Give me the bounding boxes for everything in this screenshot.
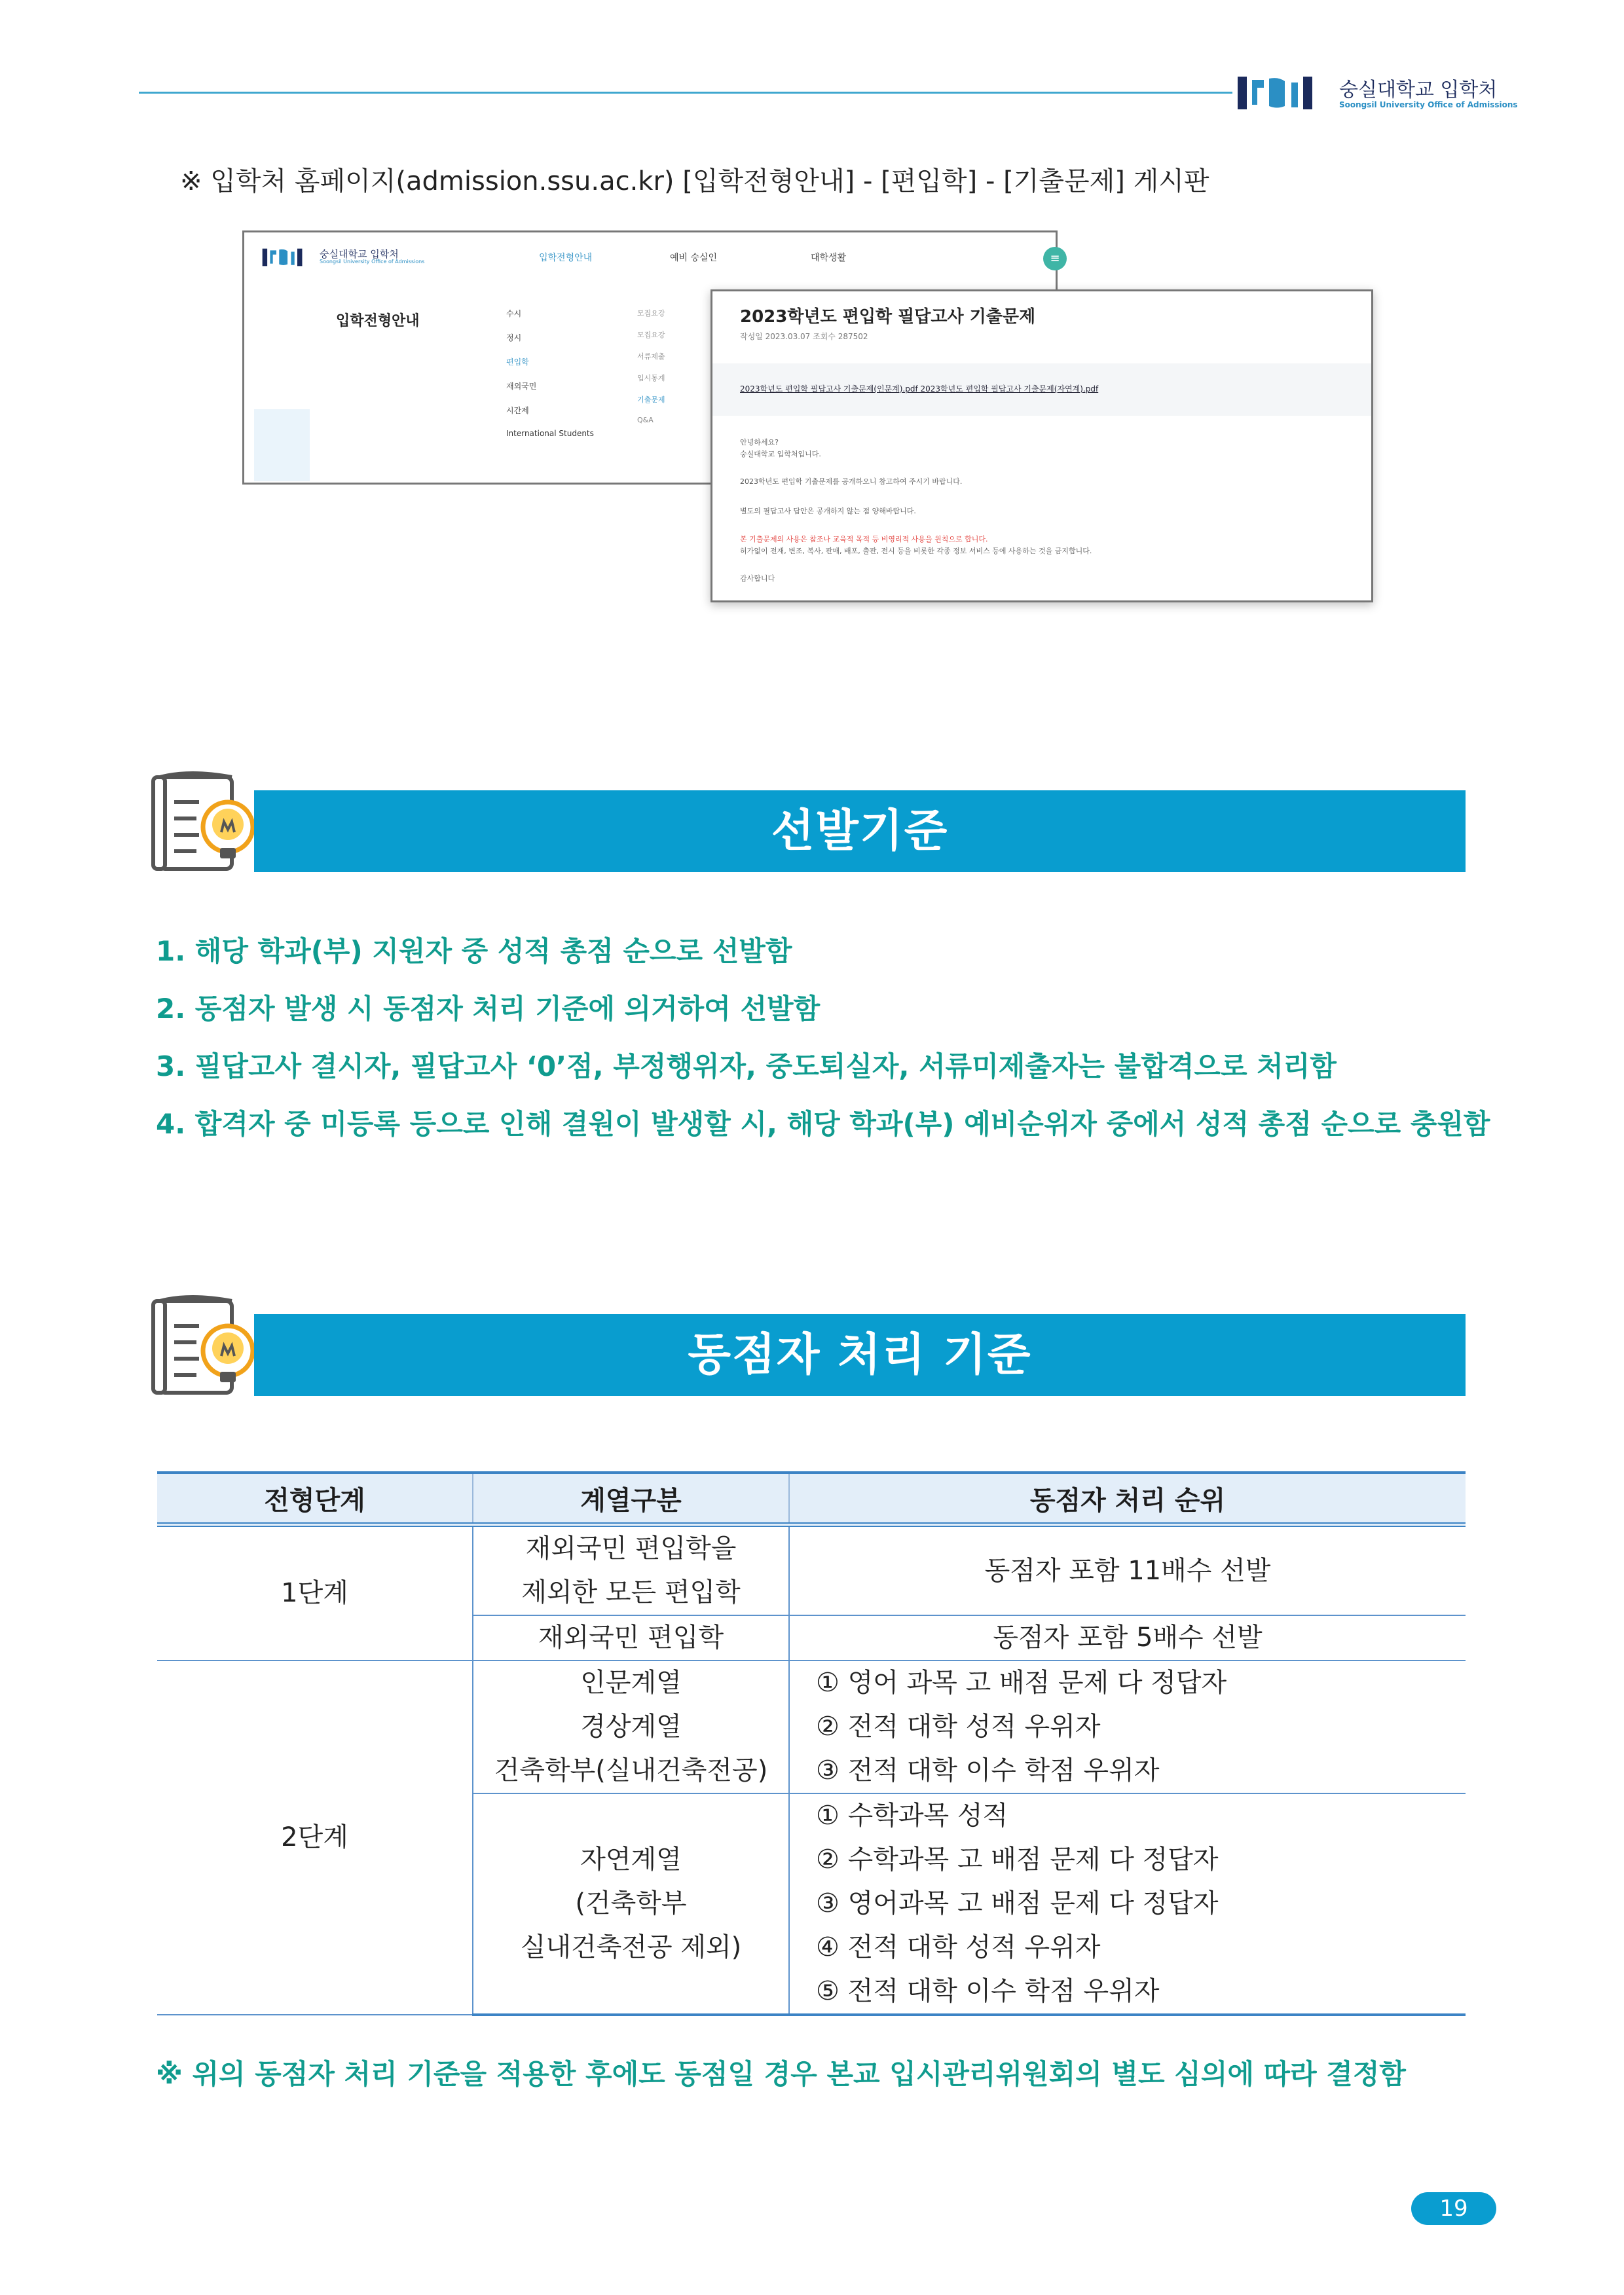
book-bulb-icon [151, 769, 262, 881]
site-menu-item[interactable]: 재외국민 [506, 382, 537, 391]
track-cell [473, 1525, 789, 1616]
track-line: 실내건축전공 제외) [520, 1932, 742, 1962]
org-name-en: Soongsil University Office of Admissions [1339, 100, 1518, 109]
table-header-cell: 동점자 처리 순위 [789, 1473, 1466, 1525]
post-body-line: 안녕하세요? [740, 438, 779, 447]
section-banner-tiebreak [254, 1314, 1466, 1396]
rule-cell [789, 1793, 1466, 2015]
site-menu-item[interactable]: 편입학 [506, 358, 529, 367]
tiebreak-footnote: ※ 위의 동점자 처리 기준을 적용한 후에도 동점일 경우 본교 입시관리위원회의 별도 심의에 따라 결정함 [156, 2058, 1406, 2090]
rule-cell: 동점자 포함 5배수 선발 [789, 1615, 1466, 1661]
track-line: 건축학부(실내건축전공) [494, 1755, 768, 1786]
site-submenu-item[interactable]: Q&A [637, 416, 654, 424]
post-body-line: 별도의 필답고사 답안은 공개하지 않는 점 양해바랍니다. [740, 507, 916, 515]
track-cell: 재외국민 편입학 [473, 1615, 789, 1661]
section-banner-selection [254, 790, 1466, 872]
site-menu-item[interactable]: 정시 [506, 333, 522, 342]
rule-line: ② 수학과목 고 배점 문제 다 정답자 [816, 1845, 1219, 1875]
source-note: ※ 입학처 홈페이지(admission.ssu.ac.kr) [입학전형안내] - [편입학] - [기출문제] 게시판 [180, 166, 1209, 196]
site-submenu-item[interactable]: 입시통계 [637, 374, 665, 382]
site-nav-item[interactable]: 예비 숭실인 [670, 253, 718, 263]
rule-line: ① 영어 과목 고 배점 문제 다 정답자 [816, 1668, 1227, 1698]
criteria-item: 3. 필답고사 결시자, 필답고사 ‘0’점, 부정행위자, 중도퇴실자, 서류미제출자는 불합격으로 처리함 [156, 1050, 1337, 1082]
track-cell [473, 1661, 789, 1793]
table-header-cell: 계열구분 [473, 1473, 789, 1525]
post-title: 2023학년도 편입학 필답고사 기출문제 [740, 307, 1036, 327]
post-body-line-red: 본 기출문제의 사용은 참조나 교육적 목적 등 비영리적 사용을 원칙으로 합니다. [740, 535, 988, 543]
rule-cell [789, 1661, 1466, 1793]
book-bulb-icon [151, 1293, 262, 1405]
section-title: 선발기준 [771, 805, 949, 857]
post-meta: 작성일 2023.03.07 조회수 287502 [740, 332, 868, 341]
site-menu-item[interactable]: 수시 [506, 309, 522, 318]
table-row [157, 1525, 1466, 1616]
post-body-line: 숭실대학교 입학처입니다. [740, 450, 821, 458]
site-nav-item[interactable]: 입학전형안내 [539, 253, 593, 263]
website-screenshot-post [710, 289, 1373, 602]
org-name: 숭실대학교 입학처 [1339, 79, 1498, 101]
stage-cell: 1단계 [157, 1525, 473, 1661]
table-row [157, 1661, 1466, 1793]
post-body-line: 허가없이 전재, 변조, 복사, 판매, 배포, 출판, 전시 등을 비롯한 각종 정보 서비스 등에 사용하는 것을 금지합니다. [740, 547, 1092, 555]
post-body-line: 감사합니다 [740, 574, 775, 583]
rule-cell: 동점자 포함 11배수 선발 [789, 1525, 1466, 1616]
criteria-item: 4. 합격자 중 미등록 등으로 인해 결원이 발생할 시, 해당 학과(부) 예비순위자 중에서 성적 총점 순으로 충원함 [156, 1108, 1490, 1140]
rule-line: ③ 전적 대학 이수 학점 우위자 [816, 1755, 1160, 1786]
university-logo-mark [1238, 73, 1329, 113]
post-body-line: 2023학년도 편입학 기출문제를 공개하오니 참고하여 주시기 바랍니다. [740, 477, 963, 486]
site-nav-item[interactable]: 대학생활 [811, 253, 847, 263]
table-header-cell: 전형단계 [157, 1473, 473, 1525]
site-submenu-item[interactable]: 기출문제 [637, 395, 665, 404]
site-logo-icon [261, 247, 313, 268]
track-line: 경상계열 [580, 1712, 682, 1742]
site-side-title: 입학전형안내 [336, 313, 420, 329]
site-brand: 숭실대학교 입학처 [320, 248, 399, 260]
table-header-row [157, 1473, 1466, 1525]
site-submenu-item[interactable]: 서류제출 [637, 352, 665, 361]
track-line: 자연계열 [580, 1845, 682, 1875]
site-menu-circle-icon[interactable]: ≡ [1043, 247, 1067, 270]
rule-line: ⑤ 전적 대학 이수 학점 우위자 [816, 1976, 1160, 2006]
stage-cell: 2단계 [157, 1661, 473, 2015]
tiebreak-table [157, 1471, 1466, 2016]
site-brand-en: Soongsil University Office of Admissions [320, 259, 425, 265]
track-line: (건축학부 [575, 1888, 687, 1919]
site-submenu-item[interactable]: 모집요강 [637, 309, 665, 318]
rule-line: ③ 영어과목 고 배점 문제 다 정답자 [816, 1888, 1219, 1919]
site-submenu-item[interactable]: 모집요강 [637, 331, 665, 339]
site-menu-item[interactable]: International Students [506, 429, 594, 438]
criteria-item: 1. 해당 학과(부) 지원자 중 성적 총점 순으로 선발함 [156, 935, 792, 967]
track-line: 재외국민 편입학을 [525, 1533, 737, 1564]
track-cell [473, 1793, 789, 2015]
criteria-item: 2. 동점자 발생 시 동점자 처리 기준에 의거하여 선발함 [156, 993, 821, 1025]
rule-line: ① 수학과목 성적 [816, 1801, 1008, 1831]
track-line: 제외한 모든 편입학 [521, 1577, 741, 1607]
header-rule [139, 92, 1232, 94]
page-number: 19 [1411, 2192, 1496, 2225]
rule-line: ④ 전적 대학 성적 우위자 [816, 1932, 1101, 1962]
track-line: 인문계열 [580, 1668, 682, 1698]
site-side-decoration [254, 409, 310, 481]
section-title: 동점자 처리 기준 [688, 1329, 1032, 1381]
rule-line: ② 전적 대학 성적 우위자 [816, 1712, 1101, 1742]
attachment-links[interactable]: 2023학년도 편입학 필답고사 기출문제(인문계).pdf 2023학년도 편입학 필답고사 기출문제(자연계).pdf [740, 384, 1099, 394]
site-menu-item[interactable]: 시간제 [506, 406, 529, 415]
